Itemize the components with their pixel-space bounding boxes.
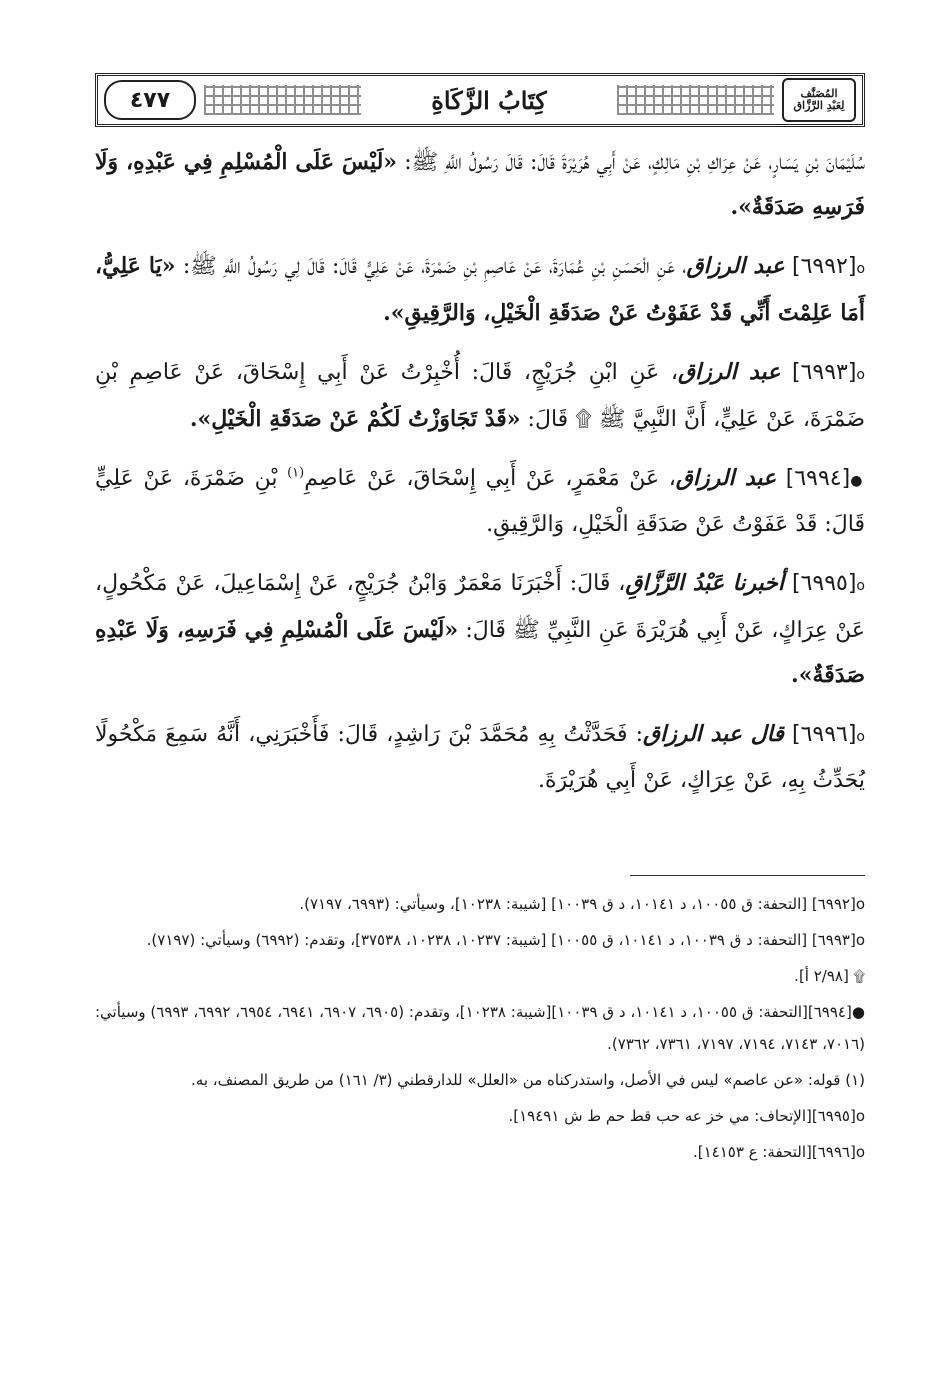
entry-text: ، عَنِ الْحَسَنِ بْنِ عُمَارَةَ، عَنْ عَاصِمِ بْنِ ضَمْرَةَ، عَنْ عَلِيٍّ قَالَ: قَالَ لِي رَسُولُ اللَّهِ ﷺ: bbox=[182, 254, 687, 279]
entry-text: ، قَالَ: أَخْبَرَنَا مَعْمَرٌ وَابْنُ جُرَيْجٍ، عَنْ إِسْمَاعِيلَ، عَنْ مَكْحُولٍ، عَنْ عِرَاكٍ، عَنْ أَبِي هُرَيْرَةَ عَنِ النَّبِيِّ ﷺ قَالَ: bbox=[95, 571, 865, 643]
footnote-6996: ο[٦٩٩٦][التحفة: ع ١٤١٥٣]. bbox=[692, 1143, 865, 1161]
entry-mark: ● bbox=[850, 473, 866, 489]
entry-text: ، عَنِ ابْنِ جُرَيْجٍ، قَالَ: أُخْبِرْتُ عَنْ أَبِي إِسْحَاقَ، عَنْ عَاصِمِ بْنِ ضَمْرَةَ، عَنْ عَلِيٍّ، أَنَّ النَّبِيَّ ﷺ ۩ قَالَ: bbox=[95, 360, 865, 432]
footnote-6994: ●[٦٩٩٤][التحفة: ق ١٠٠٥٥، د ١٠١٤١، د ق ١٠٠٣٩][شيبة: ١٠٢٣٨]، وتقدم: (٦٩٠٥، ٦٩٠٧، ٦٩٤١، ٦٩٥٤، ٦٩٩٢، ٦٩٩٣) وسيأتي: (٧٠١٦، ٧١٤٣، ٧١٩٤، ٧١٩٧، ٧٣٦١، ٧٣٦٢). bbox=[95, 1003, 866, 1053]
footnotes bbox=[95, 888, 865, 1172]
entry-narrator: عبد الرزاق bbox=[686, 253, 785, 279]
entry-narrator: عبد الرزاق bbox=[675, 465, 777, 491]
footnote-1: (١) قوله: «عن عاصم» ليس في الأصل، واستدركناه من «العلل» للدارقطني (٣/ ١٦١) من طريق المصنف، به. bbox=[191, 1071, 865, 1089]
entry-text-tail: بْنِ ضَمْرَةَ، عَنْ عَلِيٍّ قَالَ: قَدْ عَفَوْتُ عَنْ صَدَقَةِ الْخَيْلِ، وَالرَّقِيقِ. bbox=[95, 466, 865, 537]
footnote-folio: ۩ [٢/٩٨ أ]. bbox=[794, 967, 865, 985]
footnote-6995: ο[٦٩٩٥][الإتحاف: مي خز عه حب قط حم ط ش ١٩٤٩١]. bbox=[508, 1107, 865, 1125]
hadith-entry-6993 bbox=[95, 350, 865, 442]
main-text bbox=[95, 140, 865, 817]
hadith-quote: «قَدْ تَجَاوَزْتُ لَكُمْ عَنْ صَدَقَةِ الْخَيْلِ». bbox=[189, 406, 521, 432]
hadith-entry-continuation bbox=[95, 140, 865, 230]
footnote-6993: ο[٦٩٩٣] [التحفة: د ق ١٠٠٣٩، د ١٠١٤١، ق ١٠٠٥٥] [شيبة: ١٠٢٣٧، ١٠٢٣٨، ٣٧٥٣٨]، وتقدم: (٦٩٩٢) وسيأتي: (٧١٩٧). bbox=[146, 931, 865, 949]
entry-mark: ο bbox=[856, 729, 865, 745]
page-number: ٤٧٧ bbox=[104, 80, 196, 120]
footnote-divider bbox=[630, 875, 865, 876]
entry-number: [٦٩٩٥] bbox=[791, 571, 857, 596]
header-ornament-left bbox=[204, 85, 361, 115]
hadith-quote: «لَيْسَ عَلَى الْمُسْلِمِ فِي عَبْدِهِ، وَلَا فَرَسِهِ صَدَقَةٌ». bbox=[95, 149, 865, 220]
hadith-entry-6996 bbox=[95, 712, 865, 803]
entry-mark: ο bbox=[856, 367, 865, 383]
seal-line-1: المُصَنَّف bbox=[800, 86, 838, 100]
entry-number: [٦٩٩٤] bbox=[785, 466, 851, 491]
page-header bbox=[95, 73, 865, 127]
hadith-entry-6994 bbox=[95, 456, 865, 547]
chapter-title: كِتَابُ الزَّكَاةِ bbox=[431, 85, 547, 115]
entry-number: [٦٩٩٦] bbox=[791, 722, 857, 747]
seal-line-2: لِعَبْدِ الرَّزَّاق bbox=[793, 99, 845, 112]
entry-text: : فَحَدَّثْتُ بِهِ مُحَمَّدَ بْنَ رَاشِدٍ، قَالَ: فَأَخْبَرَنِي، أَنَّهُ سَمِعَ مَكْحُولًا يُحَدِّثُ بِهِ، عَنْ عِرَاكٍ، عَنْ أَبِي هُرَيْرَةَ. bbox=[95, 722, 865, 793]
hadith-entry-6992 bbox=[95, 244, 865, 336]
entry-narrator: عبد الرزاق bbox=[677, 359, 781, 385]
entry-narrator: أخبرنا عَبْدُ الرَّزَّاقِ bbox=[625, 570, 785, 596]
header-ornament-right bbox=[617, 85, 774, 115]
entry-mark: ο bbox=[856, 261, 866, 277]
entry-text: ، عَنْ مَعْمَرٍ، عَنْ أَبِي إِسْحَاقَ، عَنْ عَاصِمِ bbox=[304, 466, 676, 491]
entry-mark: ο bbox=[856, 578, 865, 594]
entry-number: [٦٩٩٢] bbox=[791, 254, 857, 279]
entry-number: [٦٩٩٣] bbox=[791, 360, 857, 385]
footnote-6992: ο[٦٩٩٢] [التحفة: ق ١٠٠٥٥، د ١٠١٤١، د ق ١٠٠٣٩] [شيبة: ١٠٢٣٨]، وسيأتي: (٦٩٩٣، ٧١٩٧). bbox=[299, 895, 865, 913]
hadith-quote: «يَا عَلِيُّ، أَمَا عَلِمْتَ أَنِّي قَدْ عَفَوْتُ عَنْ صَدَقَةِ الْخَيْلِ، وَالرَّقِيقِ». bbox=[95, 253, 865, 326]
book-seal bbox=[782, 78, 856, 122]
entry-text: سُلَيْمَانَ بْنِ يَسَارٍ، عَنْ عِرَاكِ بْنِ مَالِكٍ، عَنْ أَبِي هُرَيْرَةَ قَالَ: قَالَ رَسُولُ اللَّهِ ﷺ: bbox=[404, 150, 866, 175]
entry-narrator: قال عبد الرزاق bbox=[643, 721, 784, 747]
footnote-reference[interactable]: (١) bbox=[287, 465, 305, 481]
hadith-quote: «لَيْسَ عَلَى الْمُسْلِمِ فِي فَرَسِهِ، وَلَا عَبْدِهِ صَدَقَةٌ». bbox=[95, 617, 865, 688]
hadith-entry-6995 bbox=[95, 561, 865, 698]
